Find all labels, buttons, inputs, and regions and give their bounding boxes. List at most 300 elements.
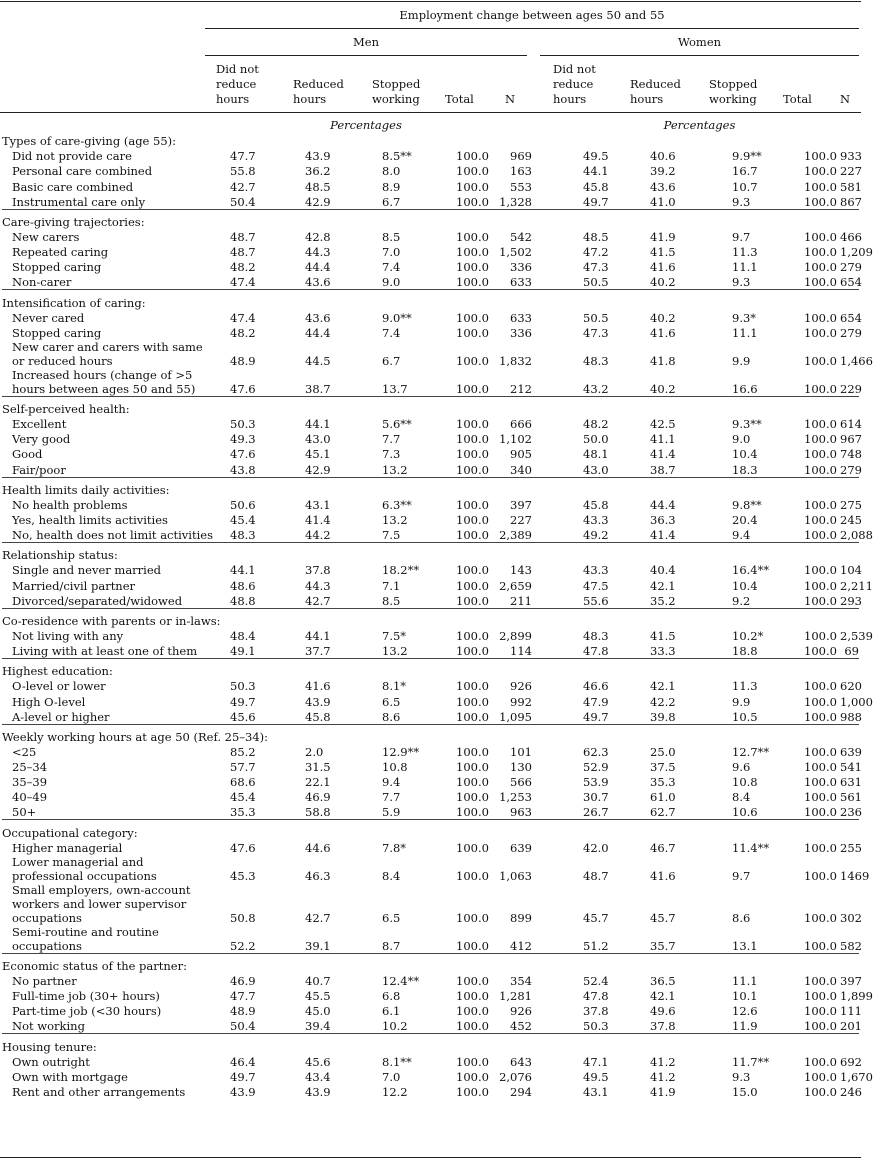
table-row [2, 1003, 859, 1018]
women-did-not-reduce-cell: 47.3 [583, 260, 609, 275]
table-row [2, 840, 859, 855]
table-row [2, 163, 859, 178]
men-did-not-reduce-cell: 48.2 [230, 325, 256, 340]
men-stopped-cell: 7.7 [382, 432, 401, 447]
gap-cell [532, 883, 560, 925]
women-total-cell: 100.0 [804, 790, 837, 805]
women-did-not-reduce-cell: 43.2 [583, 381, 609, 396]
women-reduced-cell: 40.2 [650, 310, 676, 325]
women-n-cell: 654 [840, 310, 862, 325]
men-stopped-cell: 8.9 [382, 179, 401, 194]
section-title: Economic status of the partner: [2, 958, 187, 973]
women-reduced-cell: 43.6 [650, 179, 676, 194]
men-reduced-cell: 42.7 [305, 910, 331, 925]
men-did-not-reduce-cell: 48.8 [230, 593, 256, 608]
table-row [2, 310, 859, 325]
men-stopped-cell: 7.4 [382, 260, 401, 275]
women-did-not-reduce-cell: 48.5 [583, 229, 609, 244]
table-row [2, 577, 859, 592]
table-row [2, 804, 859, 820]
men-stopped-cell: 7.1 [382, 578, 401, 593]
men-total-cell: 100.0 [456, 194, 489, 209]
section-header-row [2, 663, 859, 678]
bottom-rule [0, 1157, 861, 1158]
row-label: Good [12, 447, 43, 462]
men-total-cell: 100.0 [456, 275, 489, 290]
women-stopped-cell: 15.0 [732, 1085, 758, 1100]
women-n-cell: 541 [840, 760, 862, 775]
women-total-cell: 100.0 [804, 447, 837, 462]
men-stopped-cell: 8.5 [382, 229, 401, 244]
women-stopped-cell: 10.7 [732, 179, 758, 194]
men-n-cell: 211 [510, 593, 532, 608]
men-stopped-cell: 13.2 [382, 512, 408, 527]
men-did-not-reduce-cell: 57.7 [230, 760, 256, 775]
gap-cell [532, 431, 560, 446]
men-stopped-cell: 8.1** [382, 1054, 412, 1069]
women-stopped-cell: 12.6 [732, 1004, 758, 1019]
gap-cell [532, 274, 560, 290]
table-row [2, 693, 859, 708]
women-header: Women [677, 35, 722, 49]
men-did-not-reduce-cell: 48.7 [230, 245, 256, 260]
women-total-cell: 100.0 [804, 709, 837, 724]
section-title: Care-giving trajectories: [2, 214, 145, 229]
row-label: Repeated caring [12, 245, 109, 260]
men-n-cell: 633 [510, 275, 532, 290]
men-n-cell: 452 [510, 1019, 532, 1034]
men-total-cell: 100.0 [456, 974, 489, 989]
men-reduced-cell: 43.1 [305, 497, 331, 512]
women-reduced-cell: 37.5 [650, 760, 676, 775]
women-reduced-cell: 38.7 [650, 462, 676, 477]
women-stopped-cell: 9.3* [732, 310, 757, 325]
row-label: O-level or lower [12, 679, 106, 694]
table-row [2, 593, 859, 609]
women-did-not-reduce-cell: 50.5 [583, 310, 609, 325]
men-did-not-reduce-cell: 48.3 [230, 528, 256, 543]
men-reduced-cell: 43.6 [305, 310, 331, 325]
women-total-cell: 100.0 [804, 910, 837, 925]
table-row [2, 988, 859, 1003]
women-did-not-reduce-cell: 50.5 [583, 275, 609, 290]
row-label: Non-carer [12, 275, 72, 290]
women-reduced-cell: 44.4 [650, 497, 676, 512]
men-reduced-cell: 58.8 [305, 805, 331, 820]
women-did-not-reduce-cell: 43.3 [583, 512, 609, 527]
table-super-header: Employment change between ages 50 and 55 [399, 8, 665, 22]
gap-cell [532, 461, 560, 477]
women-stopped-cell: 10.2* [732, 628, 764, 643]
men-did-not-reduce-cell: 52.2 [230, 938, 256, 953]
gap-cell [532, 628, 560, 643]
women-stopped-cell: 16.6 [732, 381, 758, 396]
women-stopped-cell: 10.6 [732, 805, 758, 820]
women-did-not-reduce-cell: 44.1 [583, 164, 609, 179]
men-did-not-reduce-cell: 50.4 [230, 1019, 256, 1034]
women-did-not-reduce-cell: 52.9 [583, 760, 609, 775]
men-n-cell: 336 [510, 325, 532, 340]
men-reduced-cell: 43.4 [305, 1069, 331, 1084]
women-stopped-cell: 9.3 [732, 194, 751, 209]
men-reduced-cell: 45.0 [305, 1004, 331, 1019]
men-stopped-cell: 5.9 [382, 805, 401, 820]
women-n-cell: 582 [840, 938, 862, 953]
men-reduced-cell: 22.1 [305, 775, 331, 790]
section-header-row [2, 294, 859, 309]
men-stopped-cell: 6.3** [382, 497, 412, 512]
row-label: Very good [12, 432, 71, 447]
women-n-cell: 111 [840, 1004, 862, 1019]
men-did-not-reduce-cell: 45.4 [230, 790, 256, 805]
women-reduced-cell: 45.7 [650, 910, 676, 925]
gap-cell [532, 759, 560, 774]
women-stopped-cell: 9.6 [732, 760, 751, 775]
women-stopped-cell: 18.8 [732, 644, 758, 659]
men-n-cell: 566 [510, 775, 532, 790]
men-reduced-cell: 44.2 [305, 528, 331, 543]
gap-cell [532, 744, 560, 759]
gap-cell [532, 693, 560, 708]
table-row [2, 883, 859, 925]
men-total-cell: 100.0 [456, 644, 489, 659]
row-label: 40–49 [12, 790, 48, 805]
men-total-cell: 100.0 [456, 381, 489, 396]
men-col-reduced: Reduced hours [293, 77, 344, 106]
women-stopped-cell: 9.9** [732, 149, 762, 164]
women-stopped-cell: 10.1 [732, 989, 758, 1004]
row-label: 50+ [12, 805, 37, 820]
men-n-cell: 992 [510, 694, 532, 709]
men-n-cell: 2,899 [499, 628, 532, 643]
women-n-cell: 69 [844, 644, 859, 659]
women-stopped-cell: 11.7** [732, 1054, 770, 1069]
women-reduced-cell: 42.1 [650, 989, 676, 1004]
men-reduced-cell: 43.9 [305, 694, 331, 709]
women-did-not-reduce-cell: 49.7 [583, 194, 609, 209]
women-total-cell: 100.0 [804, 840, 837, 855]
table-row [2, 527, 859, 543]
men-did-not-reduce-cell: 47.7 [230, 149, 256, 164]
men-total-cell: 100.0 [456, 353, 489, 368]
men-total-cell: 100.0 [456, 528, 489, 543]
section-header-row [2, 401, 859, 416]
women-reduced-cell: 39.8 [650, 709, 676, 724]
women-stopped-cell: 10.4 [732, 447, 758, 462]
gap-cell [532, 325, 560, 340]
women-did-not-reduce-cell: 49.7 [583, 709, 609, 724]
percentages-spacer-row [2, 118, 859, 133]
table-row [2, 1069, 859, 1084]
table-row [2, 259, 859, 274]
women-total-cell: 100.0 [804, 528, 837, 543]
header-bottom-rule [0, 112, 861, 113]
men-n-cell: 336 [510, 260, 532, 275]
women-total-cell: 100.0 [804, 1054, 837, 1069]
section-title: Highest education: [2, 664, 113, 679]
men-stopped-cell: 6.1 [382, 1004, 401, 1019]
row-label: Part-time job (<30 hours) [12, 1004, 162, 1019]
women-stopped-cell: 11.1 [732, 325, 758, 340]
women-stopped-cell: 16.4** [732, 563, 770, 578]
men-reduced-cell: 44.4 [305, 260, 331, 275]
row-label: Yes, health limits activities [12, 512, 168, 527]
men-stopped-cell: 8.4 [382, 868, 401, 883]
women-stopped-cell: 11.4** [732, 840, 770, 855]
women-total-cell: 100.0 [804, 310, 837, 325]
women-total-cell: 100.0 [804, 462, 837, 477]
women-total-cell: 100.0 [804, 578, 837, 593]
section-title: Housing tenure: [2, 1039, 97, 1054]
women-stopped-cell: 9.3 [732, 1069, 751, 1084]
table-row [2, 416, 859, 431]
women-did-not-reduce-cell: 47.2 [583, 245, 609, 260]
women-reduced-cell: 49.6 [650, 1004, 676, 1019]
women-total-cell: 100.0 [804, 775, 837, 790]
women-n-cell: 279 [840, 325, 862, 340]
women-n-cell: 631 [840, 775, 862, 790]
women-n-cell: 275 [840, 497, 862, 512]
women-stopped-cell: 9.9 [732, 694, 751, 709]
women-did-not-reduce-cell: 30.7 [583, 790, 609, 805]
women-did-not-reduce-cell: 48.3 [583, 353, 609, 368]
men-stopped-cell: 13.7 [382, 381, 408, 396]
row-label: Not living with any [12, 628, 124, 643]
men-reduced-cell: 43.0 [305, 432, 331, 447]
section-title-pad [532, 958, 859, 973]
men-stopped-cell: 13.2 [382, 462, 408, 477]
gap-cell [532, 593, 560, 609]
gap-cell [532, 194, 560, 210]
table-row [2, 340, 859, 368]
men-did-not-reduce-cell: 68.6 [230, 775, 256, 790]
women-n-cell: 748 [840, 447, 862, 462]
gap-cell [532, 1054, 560, 1069]
section-header-row [2, 824, 859, 839]
spacer-cell [2, 118, 859, 133]
men-stopped-cell: 8.5** [382, 149, 412, 164]
section-title-pad [532, 547, 859, 562]
men-total-cell: 100.0 [456, 229, 489, 244]
women-total-cell: 100.0 [804, 245, 837, 260]
women-reduced-cell: 33.3 [650, 644, 676, 659]
women-stopped-cell: 13.1 [732, 938, 758, 953]
table-row [2, 744, 859, 759]
men-reduced-cell: 44.1 [305, 628, 331, 643]
women-n-cell: 302 [840, 910, 862, 925]
table-body [2, 118, 873, 1100]
women-stopped-cell: 11.3 [732, 245, 758, 260]
men-n-cell: 2,659 [499, 578, 532, 593]
men-stopped-cell: 10.8 [382, 760, 408, 775]
men-total-cell: 100.0 [456, 1085, 489, 1100]
men-total-cell: 100.0 [456, 149, 489, 164]
men-stopped-cell: 6.5 [382, 694, 401, 709]
men-reduced-cell: 45.8 [305, 709, 331, 724]
men-n-cell: 1,095 [499, 709, 532, 724]
men-stopped-cell: 18.2** [382, 563, 420, 578]
men-reduced-cell: 39.1 [305, 938, 331, 953]
row-label: Stopped caring [12, 260, 102, 275]
men-did-not-reduce-cell: 46.4 [230, 1054, 256, 1069]
men-n-cell: 2,389 [499, 528, 532, 543]
women-n-cell: 279 [840, 260, 862, 275]
section-header-row [2, 613, 859, 628]
row-label: Small employers, own-account workers and lower supervisor occupations [12, 882, 191, 925]
men-did-not-reduce-cell: 55.8 [230, 164, 256, 179]
women-col-reduced: Reduced hours [630, 77, 681, 106]
women-total-cell: 100.0 [804, 593, 837, 608]
men-stopped-cell: 7.7 [382, 790, 401, 805]
women-n-cell: 255 [840, 840, 862, 855]
table-row [2, 229, 859, 244]
men-total-cell: 100.0 [456, 1054, 489, 1069]
men-did-not-reduce-cell: 45.4 [230, 512, 256, 527]
men-stopped-cell: 8.7 [382, 938, 401, 953]
row-label: Did not provide care [12, 149, 132, 164]
table-row [2, 643, 859, 659]
women-percentages-label: Percentages [663, 118, 736, 132]
men-stopped-cell: 6.8 [382, 989, 401, 1004]
gap-cell [532, 178, 560, 193]
men-n-cell: 1,063 [499, 868, 532, 883]
men-stopped-cell: 9.4 [382, 775, 401, 790]
men-did-not-reduce-cell: 43.9 [230, 1085, 256, 1100]
men-reduced-cell: 37.8 [305, 563, 331, 578]
row-label: A-level or higher [12, 709, 110, 724]
men-did-not-reduce-cell: 43.8 [230, 462, 256, 477]
gap-cell [532, 709, 560, 725]
women-total-cell: 100.0 [804, 868, 837, 883]
men-did-not-reduce-cell: 49.1 [230, 644, 256, 659]
gap-cell [532, 512, 560, 527]
men-n-cell: 1,281 [499, 989, 532, 1004]
men-n-cell: 227 [510, 512, 532, 527]
women-n-cell: 227 [840, 164, 862, 179]
women-reduced-cell: 41.0 [650, 194, 676, 209]
table-row [2, 562, 859, 577]
men-col-did-not-reduce: Did not reduce hours [216, 62, 259, 106]
table-row [2, 244, 859, 259]
men-stopped-cell: 12.2 [382, 1085, 408, 1100]
men-did-not-reduce-cell: 48.2 [230, 260, 256, 275]
women-reduced-cell: 41.6 [650, 260, 676, 275]
men-did-not-reduce-cell: 48.9 [230, 353, 256, 368]
women-reduced-cell: 40.2 [650, 275, 676, 290]
men-n-cell: 926 [510, 679, 532, 694]
men-did-not-reduce-cell: 46.9 [230, 974, 256, 989]
men-total-cell: 100.0 [456, 164, 489, 179]
women-reduced-cell: 41.2 [650, 1054, 676, 1069]
men-reduced-cell: 45.6 [305, 1054, 331, 1069]
men-n-cell: 354 [510, 974, 532, 989]
women-n-cell: 988 [840, 709, 862, 724]
men-percentages-label: Percentages [330, 118, 402, 132]
men-reduced-cell: 43.9 [305, 149, 331, 164]
men-stopped-cell: 13.2 [382, 644, 408, 659]
men-reduced-cell: 38.7 [305, 381, 331, 396]
men-did-not-reduce-cell: 48.6 [230, 578, 256, 593]
men-reduced-cell: 36.2 [305, 164, 331, 179]
women-reduced-cell: 25.0 [650, 744, 676, 759]
men-total-cell: 100.0 [456, 593, 489, 608]
women-n-cell: 614 [840, 417, 862, 432]
women-total-cell: 100.0 [804, 229, 837, 244]
women-stopped-cell: 20.4 [732, 512, 758, 527]
men-did-not-reduce-cell: 47.6 [230, 840, 256, 855]
women-reduced-cell: 40.2 [650, 381, 676, 396]
section-header-row [2, 729, 859, 744]
men-did-not-reduce-cell: 49.7 [230, 694, 256, 709]
table-row [2, 628, 859, 643]
men-total-cell: 100.0 [456, 910, 489, 925]
men-stopped-cell: 6.7 [382, 353, 401, 368]
row-label: Personal care combined [12, 164, 153, 179]
men-total-cell: 100.0 [456, 417, 489, 432]
men-did-not-reduce-cell: 48.7 [230, 229, 256, 244]
men-did-not-reduce-cell: 49.7 [230, 1069, 256, 1084]
women-reduced-cell: 46.7 [650, 840, 676, 855]
section-title-pad [532, 824, 859, 839]
women-stopped-cell: 12.7** [732, 744, 770, 759]
women-stopped-cell: 8.6 [732, 910, 751, 925]
women-reduced-cell: 37.8 [650, 1019, 676, 1034]
men-header-rule [205, 55, 527, 56]
women-reduced-cell: 41.9 [650, 229, 676, 244]
women-did-not-reduce-cell: 49.5 [583, 149, 609, 164]
row-label: No health problems [12, 497, 128, 512]
women-n-cell: 639 [840, 744, 862, 759]
men-n-cell: 1,102 [499, 432, 532, 447]
women-total-cell: 100.0 [804, 275, 837, 290]
women-reduced-cell: 41.5 [650, 245, 676, 260]
women-stopped-cell: 9.3** [732, 417, 762, 432]
women-reduced-cell: 39.2 [650, 164, 676, 179]
men-stopped-cell: 9.0 [382, 275, 401, 290]
women-col-stopped: Stopped working [709, 77, 758, 106]
men-total-cell: 100.0 [456, 868, 489, 883]
gap-cell [532, 163, 560, 178]
gap-cell [532, 527, 560, 543]
women-n-cell: 2,211 [840, 578, 873, 593]
women-stopped-cell: 11.1 [732, 260, 758, 275]
men-n-cell: 2,076 [499, 1069, 532, 1084]
men-did-not-reduce-cell: 44.1 [230, 563, 256, 578]
men-n-cell: 1,502 [499, 245, 532, 260]
men-total-cell: 100.0 [456, 760, 489, 775]
men-stopped-cell: 7.8* [382, 840, 407, 855]
table-row [2, 446, 859, 461]
women-total-cell: 100.0 [804, 1004, 837, 1019]
men-reduced-cell: 2.0 [305, 744, 324, 759]
table-row [2, 1018, 859, 1034]
table-row [2, 274, 859, 290]
table-row [2, 1054, 859, 1069]
women-did-not-reduce-cell: 62.3 [583, 744, 609, 759]
men-stopped-cell: 7.3 [382, 447, 401, 462]
women-reduced-cell: 41.9 [650, 1085, 676, 1100]
gap-cell [532, 774, 560, 789]
men-did-not-reduce-cell: 45.3 [230, 868, 256, 883]
women-n-cell: 246 [840, 1085, 862, 1100]
men-reduced-cell: 41.6 [305, 679, 331, 694]
men-stopped-cell: 7.0 [382, 1069, 401, 1084]
women-n-cell: 581 [840, 179, 862, 194]
section-title-pad [532, 133, 859, 148]
section-title-pad [532, 294, 859, 309]
table-row [2, 148, 859, 163]
section-header-row [2, 547, 859, 562]
